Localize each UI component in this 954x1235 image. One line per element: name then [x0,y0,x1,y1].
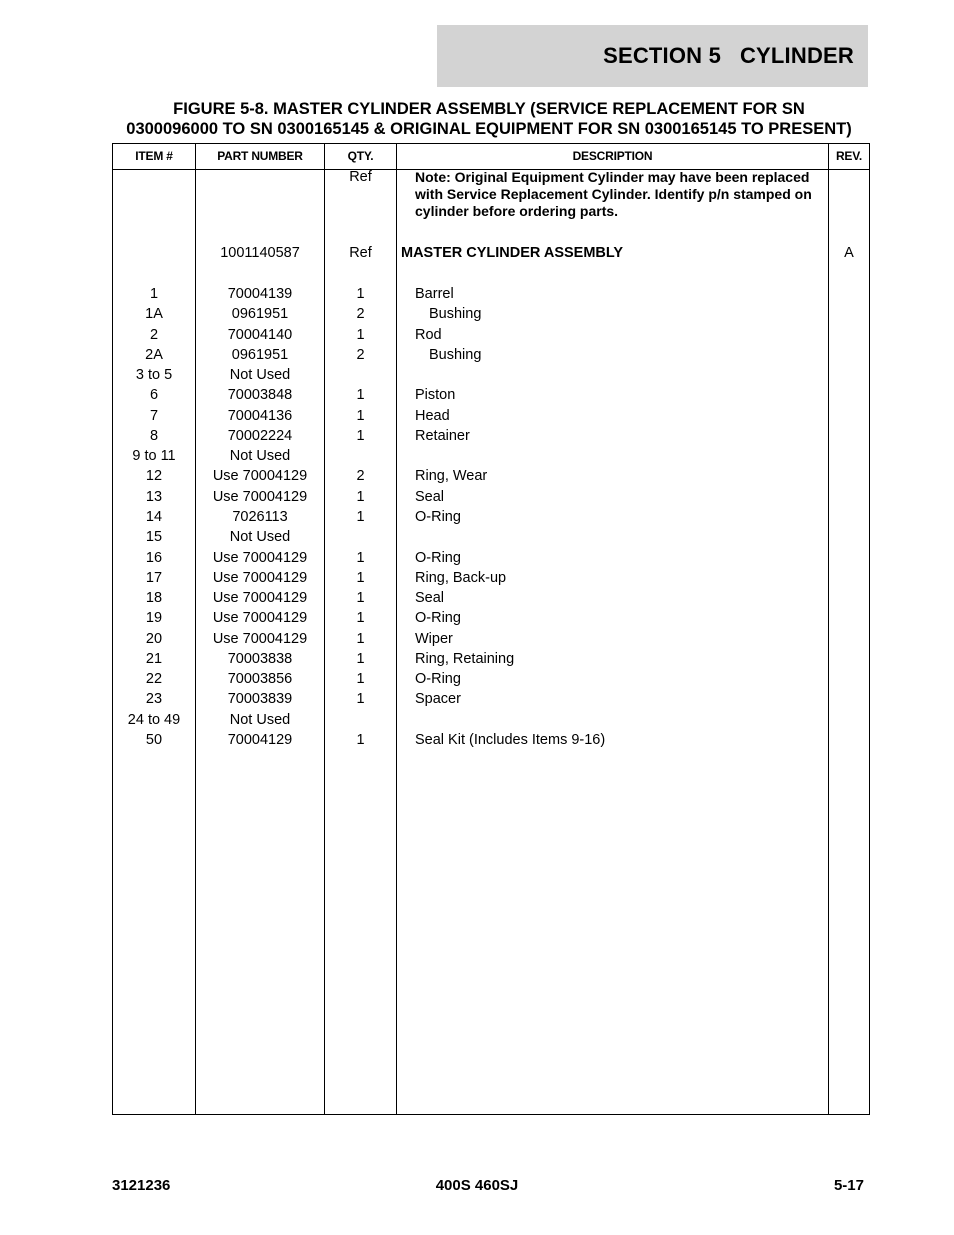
table-row [113,406,869,426]
description-cell: Ring, Back-up [415,569,507,586]
item-cell: 1A [145,306,163,323]
item-cell: 8 [149,427,159,444]
part-number-cell: 70002224 [227,427,293,444]
description-cell: Rod [415,326,442,343]
item-cell: 21 [145,650,163,667]
table-row [113,608,869,628]
part-number-cell: 70003839 [227,691,293,708]
table-row [113,730,869,750]
qty-cell: 1 [356,427,365,444]
part-number-cell: Use 70004129 [212,590,308,607]
description-cell: Seal [415,590,445,607]
part-number-cell: 70003838 [227,650,293,667]
item-cell: 1 [149,286,159,302]
part-number-cell: Use 70004129 [212,630,308,647]
description-cell: O-Ring [415,508,461,525]
qty-cell: 1 [356,630,365,647]
qty-cell: 1 [356,407,365,424]
item-cell: 17 [145,569,163,586]
description-cell: O-Ring [415,549,461,566]
description-cell: Head [415,407,450,424]
table-row [113,689,869,709]
item-cell: 23 [145,691,163,708]
item-cell: 14 [145,508,163,525]
part-number-cell: Not Used [229,529,291,546]
part-number-cell: Not Used [229,711,291,728]
item-cell: 18 [145,590,163,607]
part-number-cell: 0961951 [231,306,289,323]
item-cell: 7 [149,407,159,424]
item-cell: 19 [145,610,163,627]
table-row [113,669,869,689]
description-cell: O-Ring [415,610,461,627]
header-item: ITEM # [135,149,173,163]
qty-cell: 1 [356,731,365,748]
header-rev: REV. [835,149,863,163]
table-row [113,365,869,385]
table-row [113,466,869,486]
header-description: DESCRIPTION [572,149,653,163]
description-cell: Retainer [415,427,470,444]
table-row [113,507,869,527]
table-row [113,710,869,730]
qty-cell: 1 [356,488,365,505]
item-cell: 13 [145,488,163,505]
qty-cell: 1 [356,508,365,525]
table-row [113,629,869,649]
footer-model: 400S 460SJ [435,1177,519,1194]
table-row [113,345,869,365]
assembly-qty: Ref [349,245,372,261]
description-cell: Ring, Retaining [415,650,515,667]
description-cell: Ring, Wear [415,468,488,485]
item-cell: 9 to 11 [132,448,176,465]
qty-cell: 1 [356,549,365,566]
item-cell: 12 [145,468,163,485]
item-cell: 50 [145,731,163,748]
part-number-cell: Use 70004129 [212,569,308,586]
item-cell: 16 [145,549,163,566]
part-number-cell: 70004139 [227,286,293,302]
qty-cell: 1 [356,671,365,688]
item-cell: 20 [145,630,163,647]
footer-page-number: 5-17 [833,1177,864,1194]
qty-cell: 2 [356,306,365,323]
item-cell: 22 [145,671,163,688]
section-title: SECTION 5 CYLINDER [603,43,854,68]
description-cell: Seal Kit (Includes Items 9-16) [415,731,606,748]
item-cell: 2A [145,346,163,363]
table-row [113,649,869,669]
part-number-cell: 70003848 [227,387,293,404]
qty-cell: 2 [356,468,365,485]
item-cell: 24 to 49 [127,711,181,728]
header-part-number: PART NUMBER [217,149,303,163]
table-row [113,304,869,324]
table-row [113,487,869,507]
description-cell: Piston [415,387,456,404]
section-header [437,25,868,87]
note-text: Note: Original Equipment Cylinder may have been replaced with Service Replacement Cylinder. Identify p/n stamped on cylinder before ordering parts. [415,169,812,219]
table-row [113,325,869,345]
qty-cell: 2 [356,346,365,363]
part-number-cell: Not Used [229,367,291,384]
description-cell: Seal [415,488,445,505]
table-row [113,568,869,588]
assembly-rev: A [844,245,854,261]
description-cell: Spacer [415,691,461,708]
table-row [113,446,869,466]
description-cell: Barrel [415,286,454,302]
item-cell: 6 [149,387,159,404]
qty-cell: 1 [356,326,365,343]
part-number-cell: Not Used [229,448,291,465]
description-cell: Bushing [429,306,482,323]
footer-doc-number: 3121236 [112,1177,171,1194]
table-row [113,385,869,405]
table-row [113,548,869,568]
qty-cell: 1 [356,610,365,627]
assembly-row [113,243,869,263]
part-number-cell: 7026113 [232,508,288,525]
qty-cell: 1 [356,286,365,302]
parts-table [112,143,870,1115]
qty-cell: 1 [356,387,365,404]
part-number-cell: Use 70004129 [212,488,308,505]
figure-title-line-2: 0300096000 TO SN 0300165145 & ORIGINAL EQUIPMENT FOR SN 0300165145 TO PRESENT) [126,120,852,138]
qty-cell: 1 [356,650,365,667]
figure-title [100,99,878,139]
qty-cell: 1 [356,590,365,607]
table-row [113,426,869,446]
table-row [113,588,869,608]
qty-cell: 1 [356,691,365,708]
assembly-part-number: 1001140587 [220,245,300,261]
description-cell: O-Ring [415,671,461,688]
assembly-description: MASTER CYLINDER ASSEMBLY [401,245,624,261]
description-cell: Wiper [415,630,453,647]
item-cell: 3 to 5 [135,367,173,384]
qty-cell: 1 [356,569,365,586]
description-cell: Bushing [429,346,482,363]
table-row [113,527,869,547]
part-number-cell: 70003856 [227,671,293,688]
part-number-cell: Use 70004129 [212,468,308,485]
table-row [113,284,869,304]
item-cell: 15 [145,529,163,546]
part-number-cell: 70004140 [227,326,293,343]
item-cell: 2 [149,326,159,343]
figure-title-line-1: FIGURE 5-8. MASTER CYLINDER ASSEMBLY (SERVICE REPLACEMENT FOR SN [173,100,805,118]
header-qty: QTY. [347,149,374,163]
part-number-cell: 70004136 [227,407,293,424]
part-number-cell: 0961951 [231,346,289,363]
part-number-cell: Use 70004129 [212,610,308,627]
part-number-cell: 70004129 [227,731,293,748]
part-number-cell: Use 70004129 [212,549,308,566]
note-qty: Ref [349,169,372,185]
